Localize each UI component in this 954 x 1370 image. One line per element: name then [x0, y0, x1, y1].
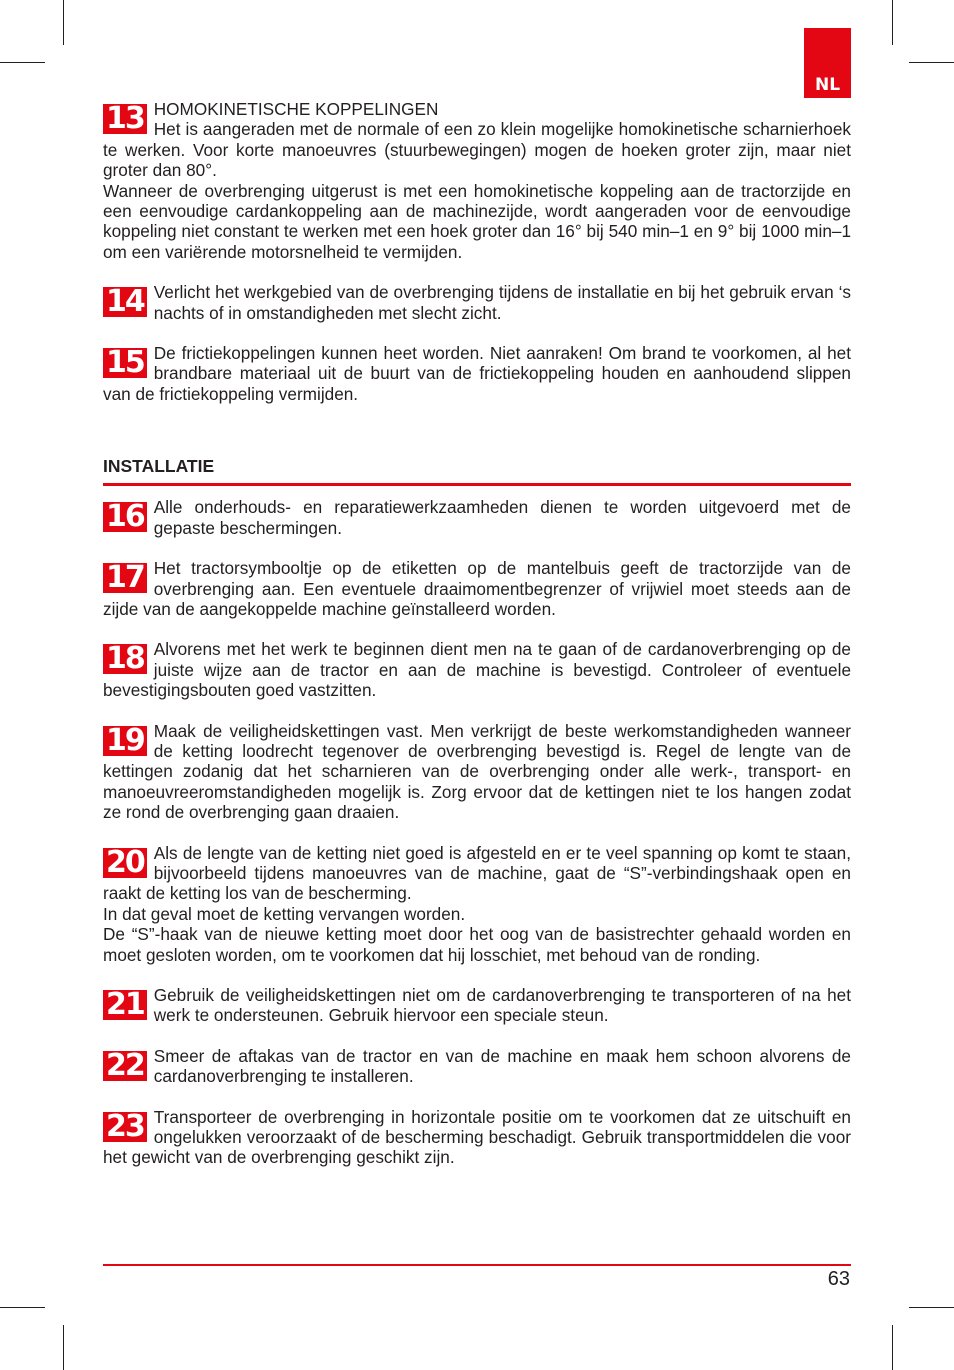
item-number-badge: 20 — [103, 848, 147, 878]
page-content — [103, 99, 851, 1168]
item-paragraph: Maak de veiligheidskettingen vast. Men verkrijgt de beste werkomstandigheden wanneer de ketting loodrecht tegenover de overbrenging bevestigd is. Regel de lengte van de kettingen zodanig dat het scharnieren van de overbrenging onder alle werk-, transport- en manoeuvreeromstandigheden mogelijk is. Zorg ervoor dat de kettingen niet te los hangen zodat ze rond de overbrenging gaan draaien. — [103, 720, 851, 823]
item-paragraph: Gebruik de veiligheidskettingen niet om de cardanoverbrenging te transporteren of na het werk te ondersteunen. Gebruik hiervoor een speciale steun. — [153, 985, 851, 1026]
crop-mark — [63, 0, 64, 45]
page-number: 63 — [827, 1268, 850, 1290]
numbered-item — [103, 99, 851, 262]
footer-rule — [103, 1264, 851, 1266]
item-paragraph: Het is aangeraden met de normale of een zo klein mogelijke homokinetische scharnierhoek te werken. Voor korte manoeuvres (stuurbewegingen) mogen de hoeken groter zijn, maar niet groter dan 80°. — [103, 119, 851, 181]
item-paragraph: Transporteer de overbrenging in horizontale positie om te voorkomen dat ze uitschuift en ongelukken veroorzaakt of de bescherming beschadigt. Gebruik transportmiddelen die voor het gewicht van de overbrenging geschikt zijn. — [103, 1106, 851, 1168]
item-paragraph: De “S”-haak van de nieuwe ketting moet door het oog van de basistrechter gehaald worden en moet gesloten worden, om te voorkomen dat hij losschiet, met behoud van de ronding. — [103, 924, 851, 965]
crop-mark — [892, 0, 893, 45]
item-number-badge: 13 — [103, 104, 147, 134]
item-number-badge: 22 — [103, 1051, 147, 1081]
numbered-item — [103, 1107, 851, 1168]
item-paragraph: Als de lengte van de ketting niet goed is afgesteld en er te veel spanning op komt te staan, bijvoorbeeld tijdens manoeuvres van de machine, gaat de “S”-verbindingshaak open en raakt de ketting los van de bescherming. — [103, 842, 851, 904]
numbered-item — [103, 721, 851, 823]
item-paragraph: De frictiekoppelingen kunnen heet worden. Niet aanraken! Om brand te voorkomen, al het brandbare materiaal uit de buurt van de frictiekoppeling houden en aanhoudend slippen van de frictiekoppeling vermijden. — [103, 343, 851, 404]
section-title: INSTALLATIE — [103, 456, 851, 486]
item-paragraph: Alle onderhouds- en reparatiewerkzaamheden dienen te worden uitgevoerd met de gepaste beschermingen. — [153, 497, 851, 538]
item-list — [103, 99, 851, 404]
item-paragraph: Alvorens met het werk te beginnen dient men na te gaan of de cardanoverbrenging op de juiste wijze aan de tractor en aan de machine is bevestigd. Controleer of eventuele bevestigingsbouten goed vastzitten. — [103, 639, 851, 701]
item-paragraph: Smeer de aftakas van de tractor en van de machine en maak hem schoon alvorens de cardanoverbrenging te installeren. — [153, 1045, 851, 1087]
item-paragraph: Het tractorsymbooltje op de etiketten op de mantelbuis geeft de tractorzijde van de overbrenging aan. Een eventuele draaimomentbegrenzer of vrijwiel moet steeds aan de zijde van de aangekoppelde machine geïnstalleerd worden. — [103, 558, 851, 619]
crop-mark — [892, 1325, 893, 1370]
numbered-item — [103, 282, 851, 323]
numbered-item — [103, 343, 851, 404]
numbered-item — [103, 1046, 851, 1087]
numbered-item — [103, 843, 851, 965]
item-list — [103, 497, 851, 1168]
item-number-badge: 19 — [103, 726, 147, 756]
item-number-badge: 18 — [103, 644, 147, 674]
item-number-badge: 17 — [103, 563, 147, 593]
numbered-item — [103, 985, 851, 1026]
item-paragraph: Wanneer de overbrenging uitgerust is met een homokinetische koppeling aan de tractorzijde en een eenvoudige cardankoppeling aan de machinezijde, wordt aangeraden voor de eenvoudige koppeling niet constant te werken met een hoek groter dan 16° bij 540 min–1 en 9° bij 1000 min–1 om een variërende motorsnelheid te vermijden. — [103, 180, 851, 262]
numbered-item — [103, 497, 851, 538]
numbered-item — [103, 639, 851, 700]
crop-mark — [0, 1307, 45, 1308]
item-number-badge: 14 — [103, 287, 147, 317]
item-paragraph: In dat geval moet de ketting vervangen worden. — [103, 903, 466, 924]
crop-mark — [909, 62, 954, 63]
item-number-badge: 21 — [103, 990, 147, 1020]
item-number-badge: 16 — [103, 502, 147, 532]
item-paragraph: HOMOKINETISCHE KOPPELINGEN — [153, 99, 439, 119]
language-tab: NL — [804, 28, 851, 98]
crop-mark — [909, 1307, 954, 1308]
crop-mark — [63, 1325, 64, 1370]
item-number-badge: 23 — [103, 1112, 147, 1142]
item-paragraph: Verlicht het werkgebied van de overbrenging tijdens de installatie en bij het gebruik ervan ‘s nachts of in omstandigheden met slecht zicht. — [153, 282, 851, 323]
item-number-badge: 15 — [103, 348, 147, 378]
numbered-item — [103, 558, 851, 619]
crop-mark — [0, 62, 45, 63]
